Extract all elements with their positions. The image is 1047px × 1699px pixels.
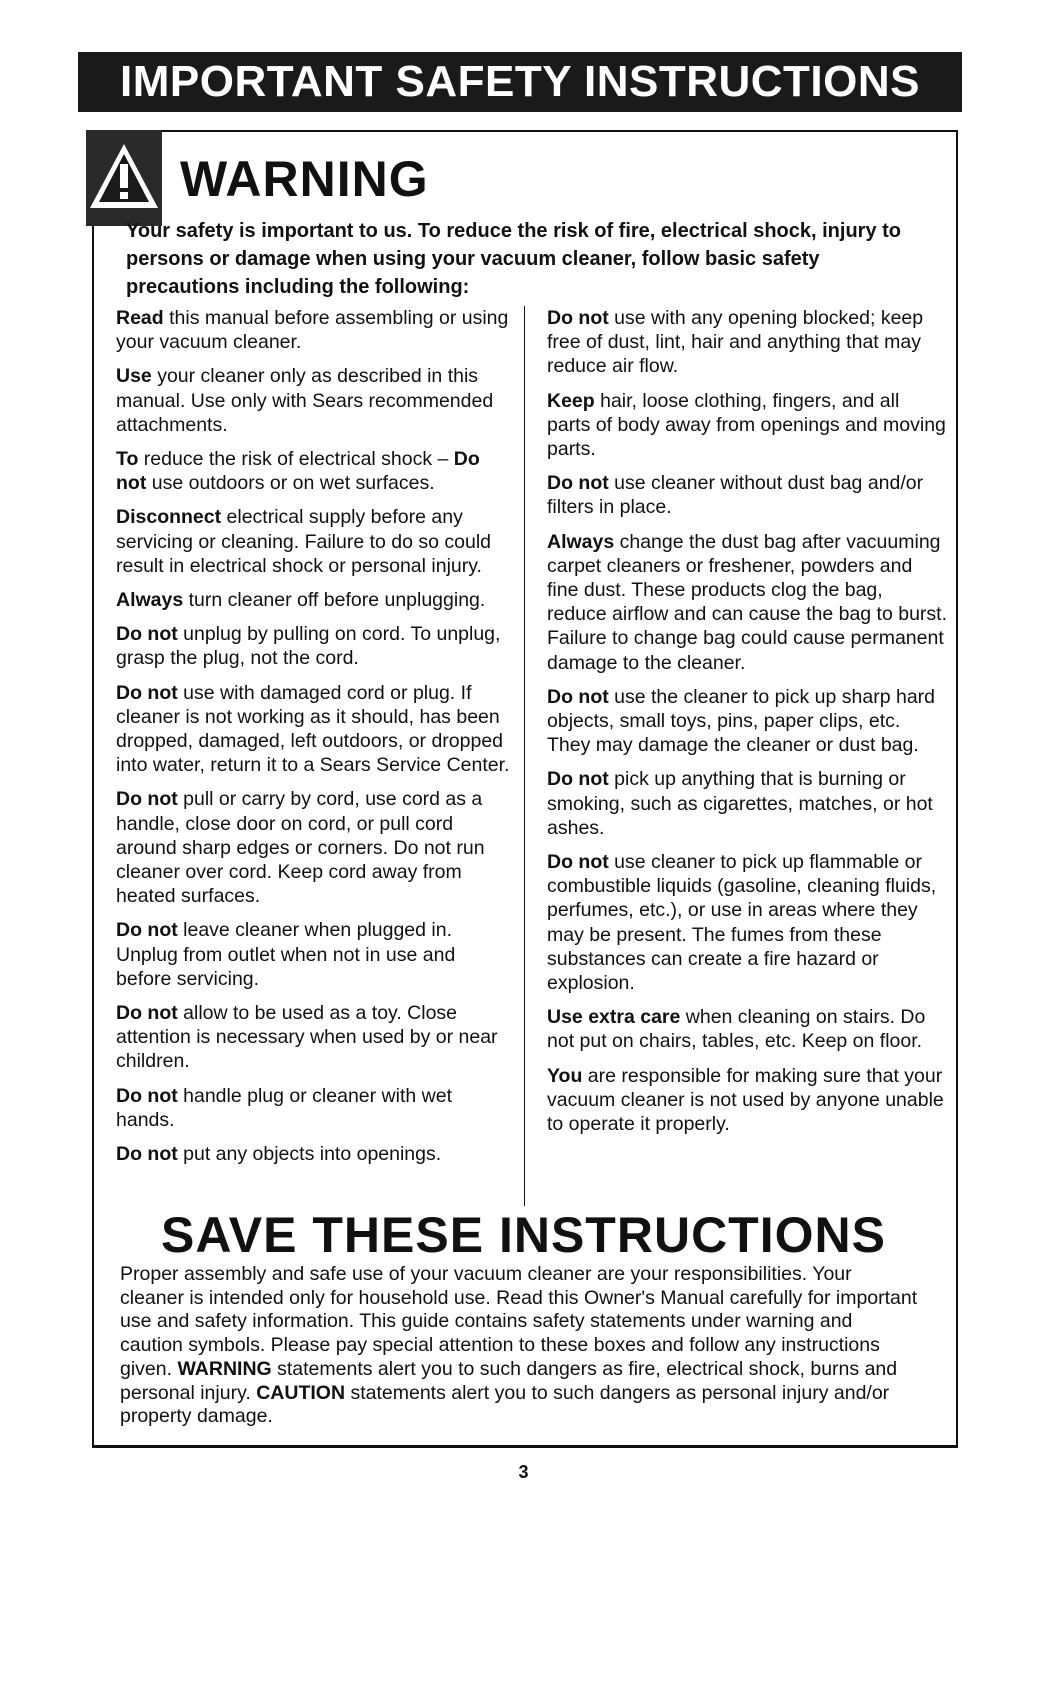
list-item: Do not pull or carry by cord, use cord as a handle, close door on cord, or pull cord around sharp edges or corners. Do not run cleaner over cord. Keep cord away from heated surfaces. (116, 788, 485, 908)
list-item: Do not use cleaner to pick up flammable or combustible liquids (gasoline, cleaning fluids, perfumes, etc.), or use in areas where they may be present. The fumes from these substances can create a fire hazard or explosion. (547, 851, 937, 995)
list-item: Do not unplug by pulling on cord. To unplug, grasp the plug, not the cord. (116, 623, 501, 670)
list-item: You are responsible for making sure that your vacuum cleaner is not used by anyone unable to operate it properly. (547, 1064, 944, 1136)
list-item: Do not use cleaner without dust bag and/or filters in place. (547, 472, 924, 519)
warning-triangle-icon (86, 130, 162, 226)
list-item: Do not handle plug or cleaner with wet hands. (116, 1084, 452, 1131)
list-item: Do not pick up anything that is burning or smoking, such as cigarettes, matches, or hot ashes. (547, 768, 933, 839)
list-item: Do not use with damaged cord or plug. If cleaner is not working as it should, has been dropped, damaged, left outdoors, or dropped into water, return it to a Sears Service Center. (116, 681, 510, 777)
list-item: Always turn cleaner off before unplugging. (116, 589, 486, 612)
box-left-border (92, 226, 94, 1448)
list-item: Disconnect electrical supply before any servicing or cleaning. Failure to do so could result in electrical shock or personal injury. (116, 506, 492, 577)
save-instructions-title: SAVE THESE INSTRUCTIONS (161, 1207, 886, 1263)
list-item: Read this manual before assembling or using your vacuum cleaner. (116, 307, 509, 354)
list-item: Keep hair, loose clothing, fingers, and all parts of body away from openings and moving parts. (547, 389, 946, 461)
list-item: Do not use the cleaner to pick up sharp hard objects, small toys, pins, paper clips, etc. They may damage the cleaner or dust bag. (547, 685, 936, 757)
column-divider (524, 306, 525, 1206)
right-column (547, 306, 947, 1146)
page-number: 3 (518, 1462, 529, 1482)
list-item: Do not put any objects into openings. (116, 1143, 442, 1166)
list-item: To reduce the risk of electrical shock – Do not use outdoors or on wet surfaces. (116, 448, 480, 495)
list-item: Do not leave cleaner when plugged in. Unplug from outlet when not in use and before servicing. (116, 919, 456, 990)
responsibility-paragraph: Proper assembly and safe use of your vacuum cleaner are your responsibilities. Your cleaner is intended only for household use. Read this Owner's Manual carefully for important use and safety information. This guide contains safety statements under warning and caution symbols. Please pay special attention to these boxes and follow any instructions given. WARNING statements alert you to such dangers as fire, electrical shock, burns and personal injury. CAUTION statements alert you to such dangers as personal injury and/or property damage. (120, 1263, 918, 1428)
list-item: Always change the dust bag after vacuuming carpet cleaners or freshener, powders and fine dust. These products clog the bag, reduce airflow and can cause the bag to burst. Failure to change bag could cause permanent damage to the cleaner. (547, 530, 947, 674)
left-column (116, 306, 512, 1176)
warning-title: WARNING (180, 151, 429, 207)
list-item: Use your cleaner only as described in this manual. Use only with Sears recommended attachments. (116, 365, 494, 436)
list-item: Use extra care when cleaning on stairs. Do not put on chairs, tables, etc. Keep on floor. (547, 1006, 926, 1053)
warning-intro: Your safety is important to us. To reduce the risk of fire, electrical shock, injury to persons or damage when using your vacuum cleaner, follow basic safety precautions including the following: (126, 220, 901, 298)
list-item: Do not use with any opening blocked; keep free of dust, lint, hair and anything that may reduce air flow. (547, 307, 924, 378)
list-item: Do not allow to be used as a toy. Close attention is necessary when used by or near children. (116, 1002, 498, 1073)
safety-banner: IMPORTANT SAFETY INSTRUCTIONS (78, 52, 962, 112)
